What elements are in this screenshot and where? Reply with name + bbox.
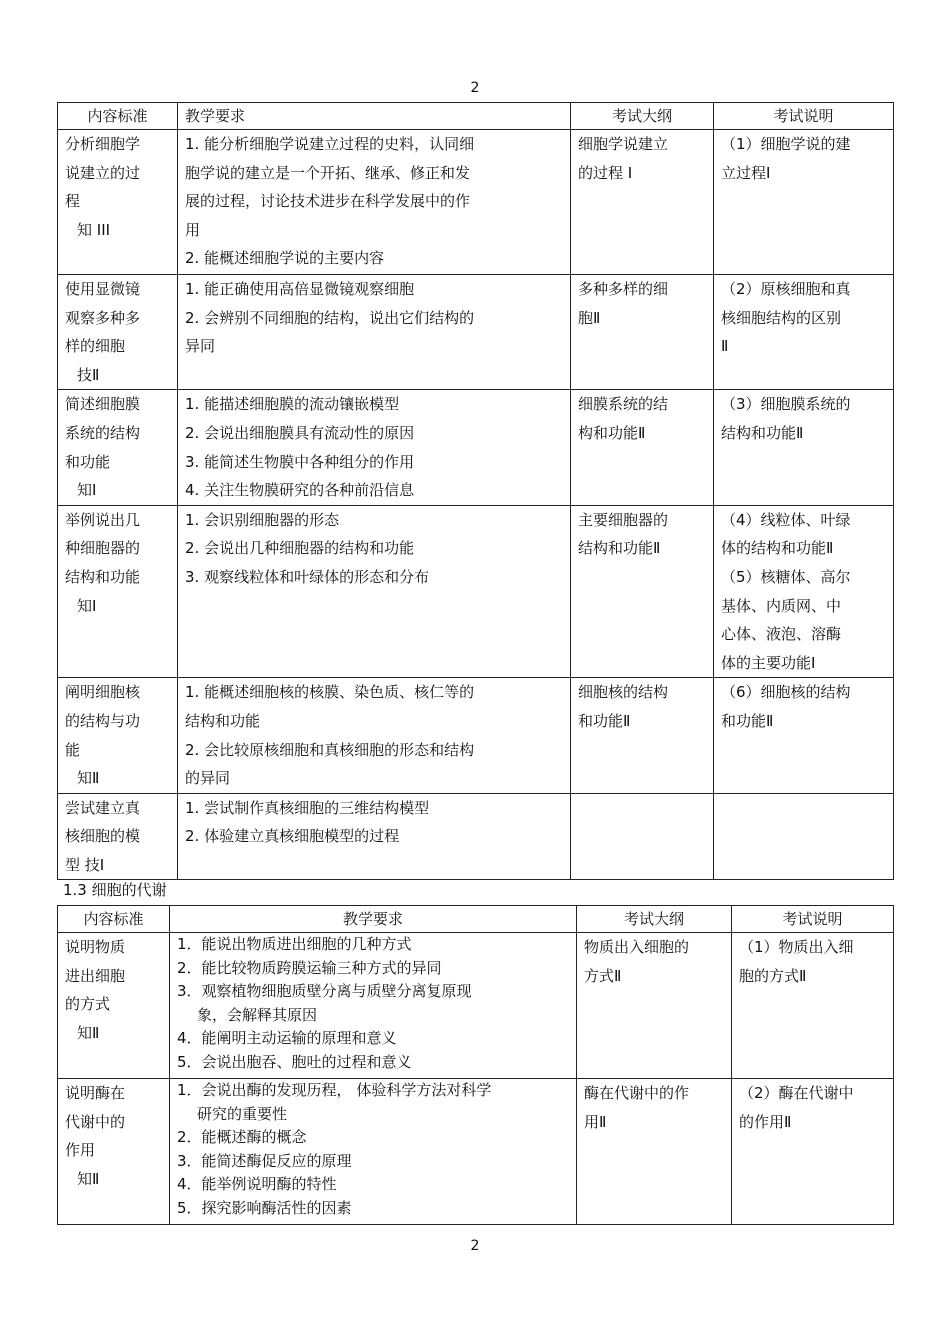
exam-explanation-cell	[714, 275, 894, 390]
exam-outline-cell	[571, 275, 714, 390]
cell-line: 胞学说的建立是一个开拓、继承、修正和发	[185, 163, 471, 182]
cell-line: 酶在代谢中的作	[584, 1084, 690, 1102]
cell-line: 型 技Ⅰ	[65, 855, 105, 874]
level-tag: 知Ⅱ	[77, 769, 100, 788]
section-title: 1.3 细胞的代谢	[63, 881, 167, 899]
cell-line: 2. 会说出细胞膜具有流动性的原因	[185, 423, 415, 442]
cell-line: 1. 能描述细胞膜的流动镶嵌模型	[185, 395, 400, 414]
level-tag: 知Ⅰ	[77, 596, 97, 615]
cell-line: （3）细胞膜系统的	[721, 395, 851, 414]
content-standard-cell	[58, 678, 178, 793]
cell-line: 胞的方式Ⅱ	[739, 966, 807, 985]
column-header: 考试大纲	[571, 103, 714, 130]
column-header: 教学要求	[170, 906, 577, 933]
table-row	[58, 505, 894, 678]
cell-line: 2．能概述酶的概念	[177, 1128, 307, 1146]
column-header: 内容标准	[58, 103, 178, 130]
cell-line: 的方式	[65, 995, 111, 1014]
exam-outline-cell	[571, 678, 714, 793]
cell-line: 2. 体验建立真核细胞模型的过程	[185, 827, 400, 846]
cell-line: 4. 关注生物膜研究的各种前沿信息	[185, 481, 415, 500]
cell-line: 种细胞器的	[65, 539, 141, 558]
cell-line: 基体、内质网、中	[721, 596, 842, 615]
cell-line: （2）原核细胞和真	[721, 280, 851, 298]
cell-line: 说明物质	[65, 938, 126, 956]
cell-line: 观察多种多	[65, 308, 141, 327]
exam-explanation-cell	[714, 505, 894, 678]
cell-line: 5．会说出胞吞、胞吐的过程和意义	[177, 1052, 412, 1071]
cell-line: 心体、液泡、溶酶	[721, 625, 842, 644]
cell-line: 2. 会辨别不同细胞的结构，说出它们结构的	[185, 308, 475, 327]
teaching-requirements-cell	[178, 390, 571, 505]
cell-line: 研究的重要性	[197, 1104, 288, 1123]
cell-line: 尝试建立真	[65, 798, 141, 817]
exam-explanation-cell	[714, 793, 894, 880]
cell-line: 细胞核的结构	[578, 683, 669, 702]
page-number-top: 2	[470, 80, 480, 96]
cell-line: 构和功能Ⅱ	[578, 423, 646, 442]
cell-line: （1）细胞学说的建	[721, 135, 851, 153]
cell-line: 的异同	[185, 769, 231, 788]
content-standard-cell	[58, 505, 178, 678]
cell-line: 的结构与功	[65, 711, 141, 730]
exam-outline-cell	[577, 933, 732, 1079]
cell-line: 使用显微镜	[65, 280, 141, 298]
level-tag: 知Ⅰ	[77, 481, 97, 500]
cell-line: （5）核糖体、高尔	[721, 567, 851, 586]
cell-line: 象，会解释其原因	[197, 1005, 318, 1024]
level-tag: 知Ⅱ	[77, 1023, 100, 1042]
exam-explanation-cell	[714, 390, 894, 505]
cell-line: 立过程Ⅰ	[721, 163, 771, 182]
cell-line: 程	[65, 192, 81, 211]
exam-outline-cell	[571, 793, 714, 880]
cell-line: 结构和功能Ⅱ	[721, 423, 804, 442]
cell-line: 4．能举例说明酶的特性	[177, 1175, 337, 1193]
cell-line: 3. 能简述生物膜中各种组分的作用	[185, 452, 415, 471]
content-standard-cell	[58, 793, 178, 880]
column-header: 考试大纲	[577, 906, 732, 933]
table-row	[58, 1079, 894, 1225]
table-row	[58, 275, 894, 390]
content-standard-cell	[58, 275, 178, 390]
cell-line: 5．探究影响酶活性的因素	[177, 1198, 352, 1217]
cell-line: 1. 尝试制作真核细胞的三维结构模型	[185, 798, 430, 817]
cell-line: 系统的结构	[65, 423, 141, 442]
column-header: 考试说明	[714, 103, 894, 130]
cell-line: 的作用Ⅱ	[739, 1112, 792, 1131]
cell-line: 代谢中的	[65, 1112, 126, 1131]
cell-line: 和功能	[65, 452, 111, 471]
cell-line: 和功能Ⅱ	[721, 711, 774, 730]
cell-line: 2. 能概述细胞学说的主要内容	[185, 249, 385, 268]
cell-line: 核细胞结构的区别	[721, 308, 842, 327]
cell-line: 1. 能概述细胞核的核膜、染色质、核仁等的	[185, 683, 475, 702]
cell-line: 用	[185, 220, 201, 239]
content-standard-cell	[58, 390, 178, 505]
cell-line: 多种多样的细	[578, 280, 669, 298]
cell-line: 2. 会说出几种细胞器的结构和功能	[185, 539, 415, 558]
cell-line: 进出细胞	[65, 966, 126, 985]
table-cell-metabolism	[57, 905, 894, 1225]
cell-line: （4）线粒体、叶绿	[721, 510, 851, 529]
cell-line: 异同	[185, 337, 216, 356]
teaching-requirements-cell	[178, 130, 571, 275]
cell-line: 结构和功能	[65, 567, 141, 586]
cell-line: 2. 会比较原核细胞和真核细胞的形态和结构	[185, 740, 475, 759]
cell-line: 体的主要功能Ⅰ	[721, 653, 816, 672]
cell-line: 能	[65, 740, 81, 759]
cell-line: 3．观察植物细胞质壁分离与质壁分离复原现	[177, 982, 472, 1000]
table-row	[58, 678, 894, 793]
exam-explanation-cell	[714, 678, 894, 793]
cell-line: 和功能Ⅱ	[578, 711, 631, 730]
cell-line: 物质出入细胞的	[584, 938, 690, 956]
exam-outline-cell	[577, 1079, 732, 1225]
exam-explanation-cell	[714, 130, 894, 275]
teaching-requirements-cell	[170, 1079, 577, 1225]
column-header: 教学要求	[178, 103, 571, 130]
cell-line: 说建立的过	[65, 163, 141, 182]
cell-line: 展的过程，讨论技术进步在科学发展中的作	[185, 192, 471, 211]
cell-line: 胞Ⅱ	[578, 308, 601, 327]
cell-line: 1．会说出酶的发现历程， 体验科学方法对科学	[177, 1081, 492, 1099]
table-cell-structure	[57, 102, 894, 880]
cell-line: Ⅱ	[721, 337, 729, 356]
table-row	[58, 130, 894, 275]
cell-line: 主要细胞器的	[578, 510, 669, 529]
header-row	[58, 103, 894, 130]
level-tag: 技Ⅱ	[77, 365, 100, 384]
cell-line: 细胞学说建立	[578, 135, 669, 153]
cell-line: 说明酶在	[65, 1084, 126, 1102]
cell-line: 作用	[65, 1141, 96, 1160]
cell-line: 结构和功能	[185, 711, 261, 730]
cell-line: 方式Ⅱ	[584, 966, 622, 985]
cell-line: 3. 观察线粒体和叶绿体的形态和分布	[185, 567, 430, 586]
exam-outline-cell	[571, 390, 714, 505]
exam-explanation-cell	[732, 1079, 894, 1225]
cell-line: 1. 能分析细胞学说建立过程的史料，认同细	[185, 135, 475, 153]
table-row	[58, 793, 894, 880]
cell-line: （2）酶在代谢中	[739, 1084, 854, 1102]
cell-line: 3．能简述酶促反应的原理	[177, 1151, 352, 1170]
cell-line: （1）物质出入细	[739, 938, 854, 956]
exam-explanation-cell	[732, 933, 894, 1079]
header-row	[58, 906, 894, 933]
cell-line: 2．能比较物质跨膜运输三种方式的异同	[177, 958, 442, 977]
cell-line: 1. 会识别细胞器的形态	[185, 510, 340, 529]
level-tag: 知Ⅱ	[77, 1169, 100, 1188]
cell-line: 用Ⅱ	[584, 1112, 607, 1131]
content-standard-cell	[58, 130, 178, 275]
column-header: 考试说明	[732, 906, 894, 933]
exam-outline-cell	[571, 505, 714, 678]
cell-line: （6）细胞核的结构	[721, 683, 851, 702]
content-standard-cell	[58, 933, 170, 1079]
cell-line: 结构和功能Ⅱ	[578, 539, 661, 558]
page-number-bottom: 2	[470, 1238, 480, 1254]
table-row	[58, 933, 894, 1079]
teaching-requirements-cell	[178, 678, 571, 793]
cell-line: 简述细胞膜	[65, 395, 141, 414]
cell-line: 细膜系统的结	[578, 395, 669, 414]
cell-line: 的过程 Ⅰ	[578, 163, 633, 182]
cell-line: 1. 能正确使用高倍显微镜观察细胞	[185, 280, 415, 298]
teaching-requirements-cell	[170, 933, 577, 1079]
teaching-requirements-cell	[178, 793, 571, 880]
exam-outline-cell	[571, 130, 714, 275]
cell-line: 4．能阐明主动运输的原理和意义	[177, 1029, 397, 1047]
cell-line: 体的结构和功能Ⅱ	[721, 539, 834, 558]
teaching-requirements-cell	[178, 505, 571, 678]
cell-line: 1．能说出物质进出细胞的几种方式	[177, 935, 412, 953]
cell-line: 举例说出几	[65, 510, 141, 529]
cell-line: 样的细胞	[65, 337, 126, 356]
cell-line: 分析细胞学	[65, 135, 141, 153]
level-tag: 知 III	[77, 220, 111, 239]
cell-line: 核细胞的模	[65, 827, 141, 846]
cell-line: 阐明细胞核	[65, 683, 141, 702]
column-header: 内容标准	[58, 906, 170, 933]
table-row	[58, 390, 894, 505]
content-standard-cell	[58, 1079, 170, 1225]
teaching-requirements-cell	[178, 275, 571, 390]
